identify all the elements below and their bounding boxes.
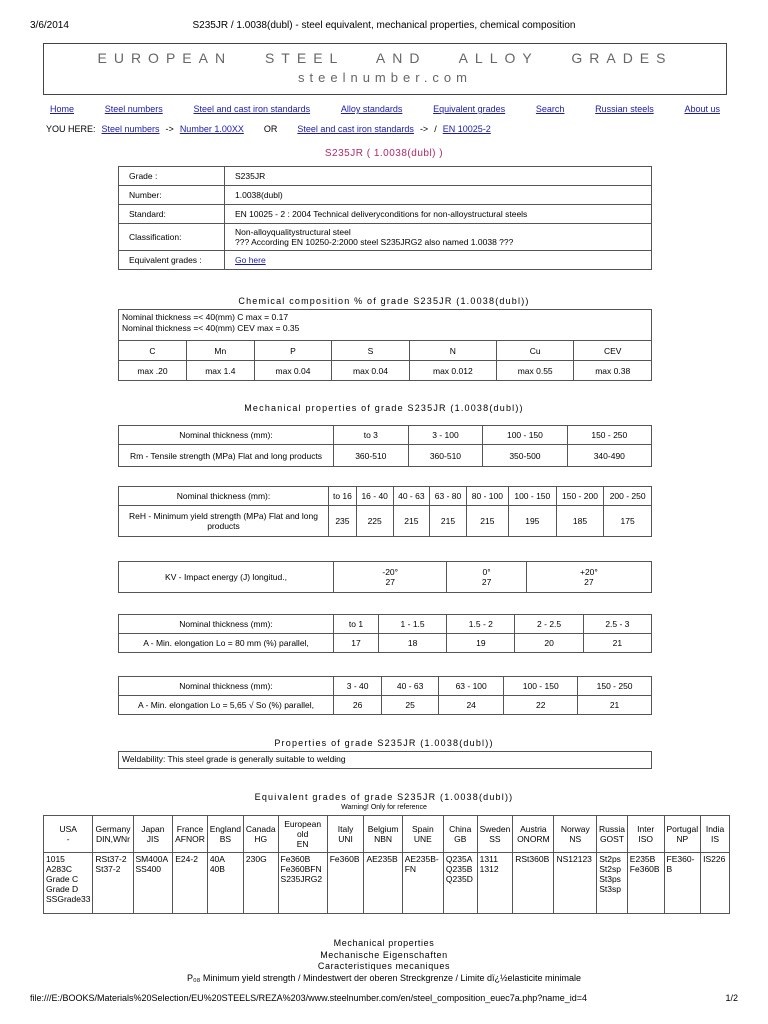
equivalent-grade-cell: St2ps St2sp St3ps St3sp xyxy=(597,853,628,914)
thickness-col: 3 - 40 xyxy=(334,677,382,696)
breadcrumb-steel-numbers[interactable]: Steel numbers xyxy=(101,124,160,134)
breadcrumb-slash: / xyxy=(434,124,437,134)
breadcrumb-or: OR xyxy=(263,124,278,134)
breadcrumb-arrow: -> xyxy=(165,124,174,134)
element-value: max 0.55 xyxy=(496,361,574,381)
country-header: Norway NS xyxy=(554,816,597,853)
element-header: P xyxy=(254,341,332,361)
property-label: KV - Impact energy (J) longitud., xyxy=(119,562,334,593)
property-value: 21 xyxy=(578,696,652,715)
equivalent-grade-cell: RSt360B xyxy=(513,853,554,914)
element-header: Cu xyxy=(496,341,574,361)
property-value: 340-490 xyxy=(567,445,651,467)
elongation-565-table xyxy=(118,676,652,715)
property-value: 175 xyxy=(604,506,652,537)
table-row xyxy=(119,205,652,224)
equivalent-grade-cell: AE235B- FN xyxy=(402,853,443,914)
property-label: ReH - Minimum yield strength (MPa) Flat and long products xyxy=(119,506,329,537)
chemical-note: Nominal thickness =< 40(mm) C max = 0.17 xyxy=(122,312,289,322)
property-value: 360-510 xyxy=(408,445,483,467)
property-value: 26 xyxy=(334,696,382,715)
property-value: 195 xyxy=(508,506,556,537)
thickness-col: 100 - 150 xyxy=(508,487,556,506)
mechanical-properties-title: Mechanical properties of grade S235JR (1.0038(dubl)) xyxy=(244,403,524,413)
impact-temperature: 0° xyxy=(482,567,491,577)
breadcrumb-label: YOU HERE: xyxy=(46,124,96,134)
thickness-col: 16 - 40 xyxy=(356,487,393,506)
equivalent-grades-cell xyxy=(225,251,652,270)
property-value: 22 xyxy=(504,696,578,715)
equivalent-grade-cell: 40A 40B xyxy=(207,853,243,914)
property-label: A - Min. elongation Lo = 5,65 √ So (%) parallel, xyxy=(119,696,334,715)
country-header: Belgium NBN xyxy=(364,816,402,853)
element-value: max 1.4 xyxy=(186,361,254,381)
country-header: France AFNOR xyxy=(173,816,208,853)
equivalent-grade-cell: RSt37-2 St37-2 xyxy=(93,853,133,914)
equivalent-grade-cell: FE360- B xyxy=(664,853,701,914)
equivalent-grade-cell: 1311 1312 xyxy=(477,853,513,914)
table-header-row xyxy=(119,341,652,361)
country-header: India IS xyxy=(701,816,730,853)
thickness-header: Nominal thickness (mm): xyxy=(119,426,334,445)
equivalent-grade-cell: Fe360B xyxy=(327,853,364,914)
thickness-col: 1.5 - 2 xyxy=(447,615,515,634)
nav-steel-standards[interactable]: Steel and cast iron standards xyxy=(193,104,311,114)
element-value: max 0.38 xyxy=(574,361,652,381)
go-here-link[interactable]: Go here xyxy=(235,255,266,265)
country-header: USA - xyxy=(44,816,93,853)
property-value: 215 xyxy=(466,506,508,537)
country-header: Japan JIS xyxy=(133,816,173,853)
site-banner xyxy=(43,43,727,95)
table-row xyxy=(119,562,652,593)
classification-note: ??? According EN 10250-2:2000 steel S235JRG2 also named 1.0038 ??? xyxy=(235,237,514,247)
table-row xyxy=(119,445,652,467)
property-label: A - Min. elongation Lo = 80 mm (%) parallel, xyxy=(119,634,334,653)
country-header: Sweden SS xyxy=(477,816,513,853)
country-header: England BS xyxy=(207,816,243,853)
thickness-col: 80 - 100 xyxy=(466,487,508,506)
properties-title: Properties of grade S235JR (1.0038(dubl)) xyxy=(274,738,494,748)
print-file-path: file:///E:/BOOKS/Materials%20Selection/EU%20STEELS/REZA%203/www.steelnumber.com/en/steel_composition_euec7a.php?name_id=4 xyxy=(30,993,588,1003)
element-header: S xyxy=(332,341,410,361)
thickness-col: to 3 xyxy=(334,426,409,445)
classification-value xyxy=(225,224,652,251)
chemical-composition-title: Chemical composition % of grade S235JR (1.0038(dubl)) xyxy=(238,296,530,306)
breadcrumb-standards[interactable]: Steel and cast iron standards xyxy=(297,124,414,134)
yield-strength-table xyxy=(118,486,652,537)
equivalent-grade-cell: E235B Fe360B xyxy=(627,853,664,914)
table-row xyxy=(44,853,730,914)
table-row xyxy=(119,634,652,653)
property-value: 185 xyxy=(556,506,604,537)
nav-home[interactable]: Home xyxy=(50,104,75,114)
property-value: 24 xyxy=(439,696,504,715)
thickness-col: to 16 xyxy=(329,487,357,506)
property-value: 350-500 xyxy=(483,445,567,467)
property-value: 215 xyxy=(393,506,430,537)
equivalent-grade-cell: NS12123 xyxy=(554,853,597,914)
table-header-row xyxy=(119,677,652,696)
equivalent-grade-cell: 1015 A283C Grade C Grade D SSGrade33 xyxy=(44,853,93,914)
breadcrumb xyxy=(46,124,491,134)
equivalent-grade-cell: E24-2 xyxy=(173,853,208,914)
element-value: max .20 xyxy=(119,361,187,381)
print-date: 3/6/2014 xyxy=(30,20,69,31)
breadcrumb-arrow: -> xyxy=(419,124,429,134)
table-row xyxy=(119,167,652,186)
element-header: C xyxy=(119,341,187,361)
country-header: Russia GOST xyxy=(597,816,628,853)
property-value: 17 xyxy=(334,634,379,653)
thickness-col: 150 - 250 xyxy=(578,677,652,696)
property-value: 360-510 xyxy=(334,445,409,467)
print-page-title: S235JR / 1.0038(dubl) - steel equivalent, mechanical properties, chemical composition xyxy=(192,20,576,31)
nav-about-us[interactable]: About us xyxy=(684,104,720,114)
property-value: 235 xyxy=(329,506,357,537)
equivalent-grade-cell: SM400A SS400 xyxy=(133,853,173,914)
number-value: 1.0038(dubl) xyxy=(225,186,652,205)
impact-cell xyxy=(526,562,651,593)
element-value: max 0.04 xyxy=(332,361,410,381)
grade-heading: S235JR ( 1.0038(dubl) ) xyxy=(324,148,444,159)
table-row xyxy=(119,224,652,251)
table-header-row xyxy=(119,426,652,445)
classification-label: Classification: xyxy=(119,224,225,251)
impact-value: 27 xyxy=(481,577,492,587)
equivalent-grade-cell: 230G xyxy=(243,853,278,914)
table-header-row xyxy=(119,487,652,506)
table-row xyxy=(119,361,652,381)
thickness-col: 150 - 200 xyxy=(556,487,604,506)
thickness-header: Nominal thickness (mm): xyxy=(119,615,334,634)
impact-energy-table xyxy=(118,561,652,593)
print-page-number: 1/2 xyxy=(725,993,738,1003)
element-value: max 0.012 xyxy=(409,361,496,381)
thickness-col: 63 - 80 xyxy=(430,487,467,506)
element-header: N xyxy=(409,341,496,361)
equivalent-grade-cell: AE235B xyxy=(364,853,402,914)
country-header: European old EN xyxy=(278,816,327,853)
property-value: 20 xyxy=(515,634,583,653)
thickness-col: 40 - 63 xyxy=(382,677,439,696)
thickness-col: 2 - 2.5 xyxy=(515,615,583,634)
mechanical-properties-legend xyxy=(0,938,768,984)
thickness-header: Nominal thickness (mm): xyxy=(119,677,334,696)
property-value: 18 xyxy=(378,634,446,653)
country-header: China GB xyxy=(443,816,477,853)
country-header: Italy UNI xyxy=(327,816,364,853)
impact-cell xyxy=(334,562,447,593)
table-header-row xyxy=(44,816,730,853)
thickness-col: 100 - 150 xyxy=(483,426,567,445)
thickness-col: 100 - 150 xyxy=(504,677,578,696)
nav-search[interactable]: Search xyxy=(535,104,565,114)
table-row xyxy=(119,186,652,205)
equivalent-grade-cell: IS226 xyxy=(701,853,730,914)
thickness-header: Nominal thickness (mm): xyxy=(119,487,329,506)
country-header: Canada HG xyxy=(243,816,278,853)
table-row xyxy=(119,251,652,270)
thickness-col: to 1 xyxy=(334,615,379,634)
chemical-composition-table xyxy=(118,340,652,381)
table-header-row xyxy=(119,615,652,634)
grade-info-table xyxy=(118,166,652,270)
equivalent-grades-table xyxy=(43,815,730,914)
nav-equivalent-grades[interactable]: Equivalent grades xyxy=(433,104,506,114)
elongation-80-table xyxy=(118,614,652,653)
property-value: 21 xyxy=(583,634,651,653)
property-value: 25 xyxy=(382,696,439,715)
nav-steel-numbers[interactable]: Steel numbers xyxy=(104,104,163,114)
thickness-col: 200 - 250 xyxy=(604,487,652,506)
element-header: Mn xyxy=(186,341,254,361)
element-header: CEV xyxy=(574,341,652,361)
breadcrumb-en-10025-2[interactable]: EN 10025-2 xyxy=(442,124,491,134)
country-header: Portugal NP xyxy=(664,816,701,853)
legend-line: Caracteristiques mecaniques xyxy=(317,961,451,971)
nav-russian-steels[interactable]: Russian steels xyxy=(595,104,654,114)
table-row xyxy=(119,696,652,715)
grade-label: Grade : xyxy=(119,167,225,186)
legend-line: Mechanische Eigenschaften xyxy=(320,949,448,960)
table-row xyxy=(119,506,652,537)
nav-alloy-standards[interactable]: Alloy standards xyxy=(340,104,403,114)
property-value: 225 xyxy=(356,506,393,537)
impact-temperature: -20° xyxy=(382,567,399,577)
grade-value: S235JR xyxy=(225,167,652,186)
equivalent-grade-cell: Q235A Q235B Q235D xyxy=(443,853,477,914)
impact-temperature: +20° xyxy=(579,567,598,577)
equivalent-warning: Warning! Only for reference xyxy=(341,804,427,811)
equivalent-grades-title: Equivalent grades of grade S235JR (1.0038(dubl)) xyxy=(254,792,514,802)
property-value: 215 xyxy=(430,506,467,537)
impact-value: 27 xyxy=(385,577,395,587)
classification-line: Non-alloyqualitystructural steel xyxy=(235,227,351,237)
property-value: 19 xyxy=(447,634,515,653)
standard-label: Standard: xyxy=(119,205,225,224)
legend-line: P₀₈ Minimum yield strength / Mindestwert der oberen Streckgrenze / Limite dï¿½elasticite minimale xyxy=(186,972,582,983)
country-header: Germany DIN,WNr xyxy=(93,816,133,853)
country-header: Spain UNE xyxy=(402,816,443,853)
tensile-strength-table xyxy=(118,425,652,467)
breadcrumb-number-group[interactable]: Number 1.00XX xyxy=(179,124,244,134)
thickness-col: 40 - 63 xyxy=(393,487,430,506)
impact-cell xyxy=(447,562,526,593)
thickness-col: 2.5 - 3 xyxy=(583,615,651,634)
chemical-notes xyxy=(118,309,652,340)
banner-domain: steelnumber.com xyxy=(298,70,472,85)
equivalent-grade-cell: Fe360B Fe360BFN S235JRG2 xyxy=(278,853,327,914)
main-nav xyxy=(50,104,720,114)
country-header: Inter ISO xyxy=(627,816,664,853)
thickness-col: 3 - 100 xyxy=(408,426,483,445)
thickness-col: 1 - 1.5 xyxy=(378,615,446,634)
banner-title: EUROPEAN STEEL AND ALLOY GRADES xyxy=(97,50,673,66)
chemical-note: Nominal thickness =< 40(mm) CEV max = 0.35 xyxy=(122,323,300,333)
equivalent-grades-label: Equivalent grades : xyxy=(119,251,225,270)
country-header: Austria ONORM xyxy=(513,816,554,853)
property-label: Rm - Tensile strength (MPa) Flat and long products xyxy=(119,445,334,467)
number-label: Number: xyxy=(119,186,225,205)
legend-line: Mechanical properties xyxy=(333,938,435,948)
weldability-note: Weldability: This steel grade is generally suitable to welding xyxy=(118,751,652,769)
impact-value: 27 xyxy=(584,577,594,587)
thickness-col: 63 - 100 xyxy=(439,677,504,696)
thickness-col: 150 - 250 xyxy=(567,426,651,445)
standard-value: EN 10025 - 2 : 2004 Technical deliveryconditions for non-alloystructural steels xyxy=(225,205,652,224)
element-value: max 0.04 xyxy=(254,361,332,381)
